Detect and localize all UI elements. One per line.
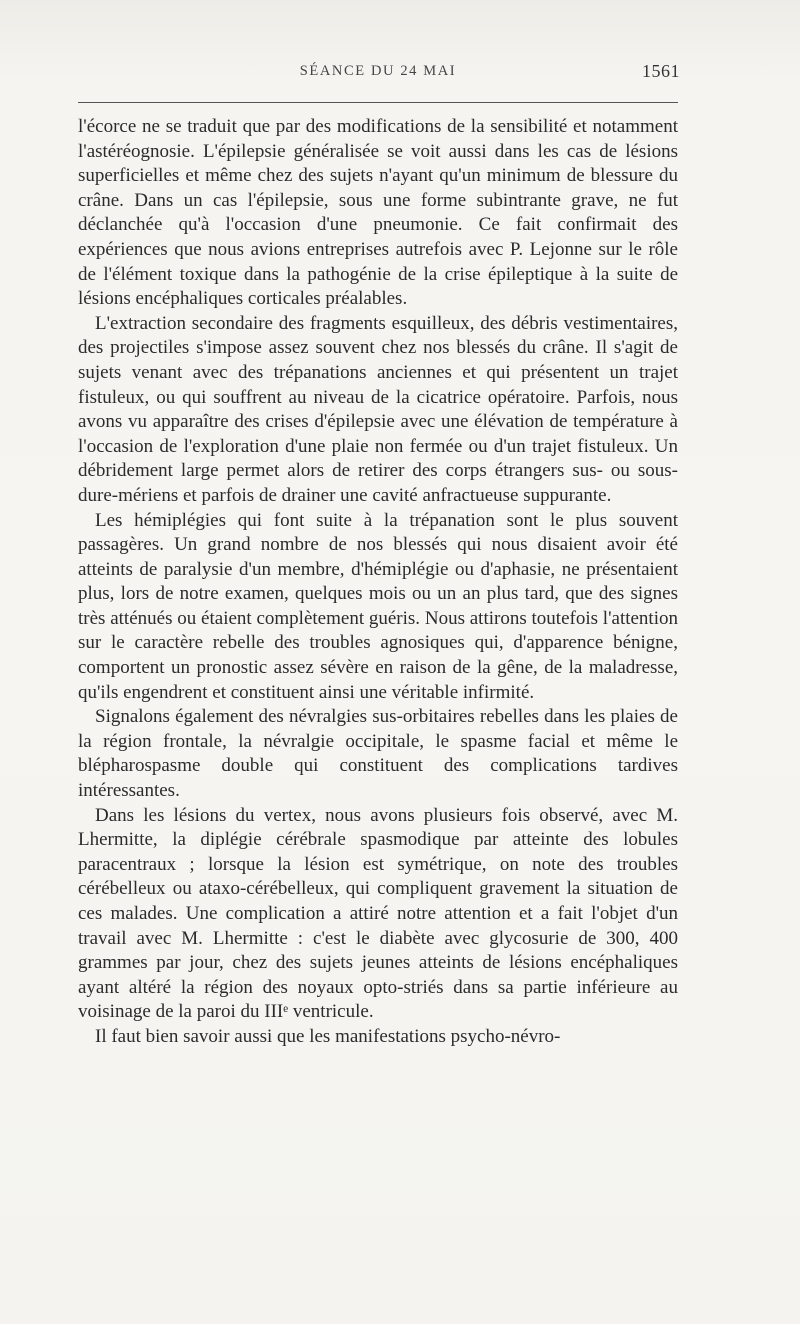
header-rule [78, 102, 678, 103]
running-title: SÉANCE DU 24 MAI [299, 63, 457, 79]
paragraph-4: Signalons également des névralgies sus-orbitaires rebelles dans les plaies de la région frontale, la névralgie occipitale, le spasme facial et même le blépharospasme double qui constituent des complications tardives intéressantes. [78, 706, 678, 802]
paragraph-1: l'écorce ne se traduit que par des modifications de la sensibilité et notamment l'astéréognosie. L'épilepsie généralisée se voit aussi dans les cas de lésions superficielles et même chez des sujets n'ayant qu'un minimum de blessure du crâne. Dans un cas l'épilepsie, sous une forme subintrante grave, ne fut déclanchée qu'à l'occasion d'une pneumonie. Ce fait confirmait des expériences que nous avions entreprises autrefois avec P. Lejonne sur le rôle de l'élément toxique dans la pathogénie de la crise épileptique à la suite de lésions encéphaliques corticales préalables. [78, 116, 678, 310]
paragraph-5: Dans les lésions du vertex, nous avons plusieurs fois observé, avec M. Lhermitte, la diplégie cérébrale spasmodique par atteinte des lobules paracentraux ; lorsque la lésion est symétrique, on note des troubles cérébelleux ou ataxo-cérébelleux, qui compliquent gravement la situation de ces malades. Une complication a attiré notre attention et a fait l'objet d'un travail avec M. Lhermitte : c'est le diabète avec glycosurie de 300, 400 grammes par jour, chez des sujets jeunes atteints de lésions encéphaliques ayant altéré la région des noyaux opto-striés dans sa partie inférieure au voisinage de la paroi du IIIᵉ ventricule. [78, 804, 678, 1023]
page-number: 1561 [642, 61, 680, 81]
paragraph-6: Il faut bien savoir aussi que les manifestations psycho-névro- [95, 1025, 561, 1047]
paragraph-2: L'extraction secondaire des fragments esquilleux, des débris vestimentaires, des projectiles s'impose assez souvent chez nos blessés du crâne. Il s'agit de sujets venant avec des trépanations anciennes et qui présentent un trajet fistuleux, ou qui souffrent au niveau de la cicatrice opératoire. Parfois, nous avons vu apparaître des crises d'épilepsie avec une élévation de température à l'occasion de l'exploration d'une plaie non fermée ou d'un trajet fistuleux. Un débridement large permet alors de retirer des corps étrangers sus- ou sous-dure-mériens et parfois de drainer une cavité anfractueuse suppurante. [78, 312, 678, 506]
body-text [78, 115, 678, 1050]
running-head [78, 63, 678, 87]
paragraph-3: Les hémiplégies qui font suite à la trépanation sont le plus souvent passagères. Un grand nombre de nos blessés qui nous disaient avoir été atteints de paralysie d'un membre, d'hémiplégie ou d'aphasie, ne présentaient plus, lors de notre examen, quelques mois ou un an plus tard, que des signes très atténués ou étaient complètement guéris. Nous attirons toutefois l'attention sur le caractère rebelle des troubles agnosiques qui, d'apparence bénigne, comportent un pronostic assez sévère en raison de la gêne, de la maladresse, qu'ils engendrent et constituent ainsi une véritable infirmité. [78, 509, 678, 703]
